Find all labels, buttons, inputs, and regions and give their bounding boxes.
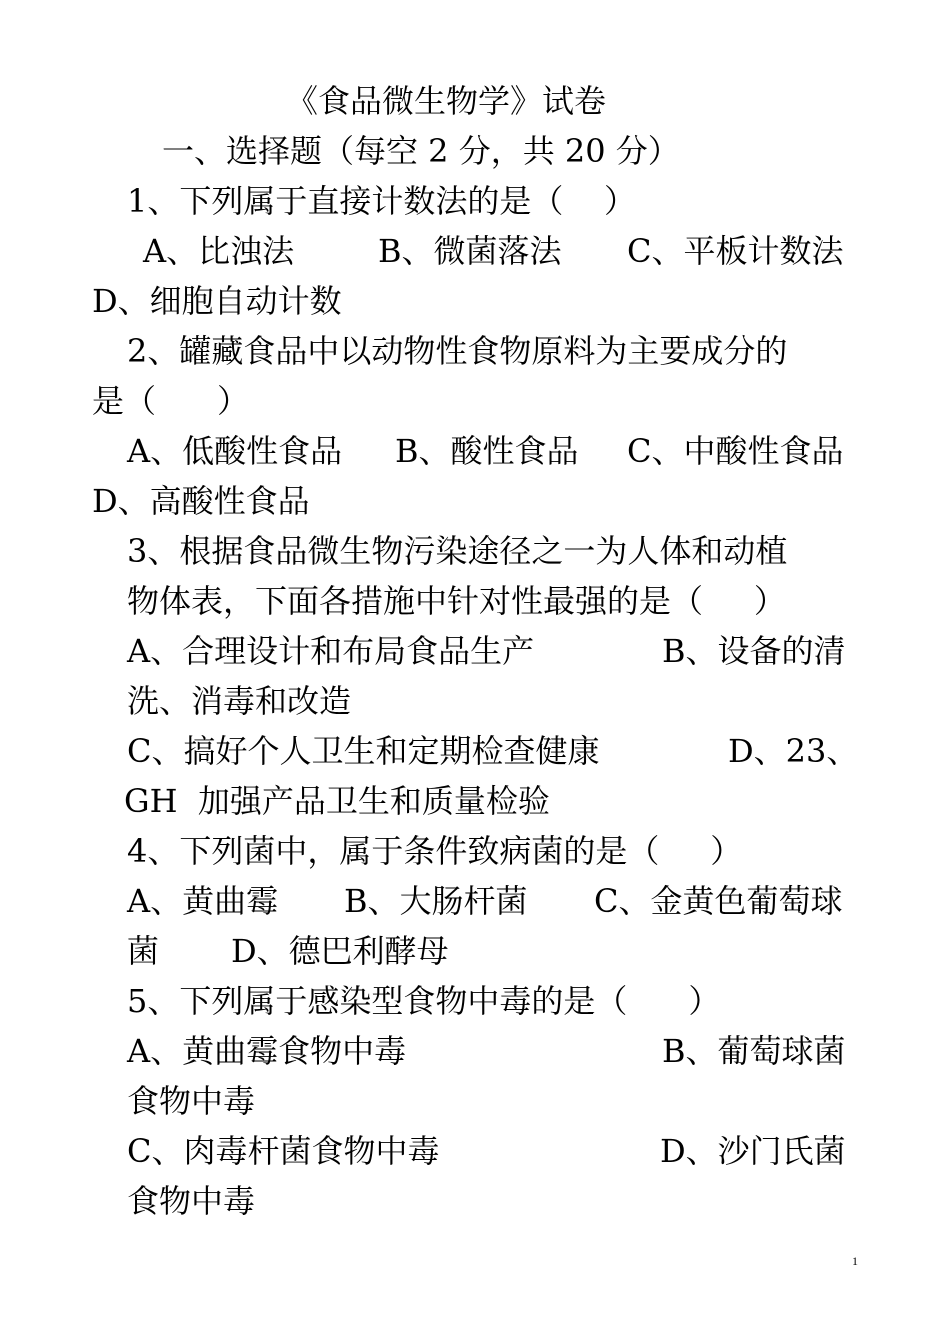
question-1-stem: 1、下列属于直接计数法的是（ ）	[127, 182, 637, 220]
section-heading: 一、选择题（每空 2 分，共 20 分）	[162, 132, 680, 170]
question-3-option-b: B、设备的清	[662, 632, 846, 670]
question-3-stem-cont: 物体表，下面各措施中针对性最强的是（ ）	[127, 582, 786, 620]
question-3-stem: 3、根据食品微生物污染途径之一为人体和动植	[127, 532, 788, 570]
question-5-option-d-cont: 食物中毒	[127, 1182, 256, 1220]
question-1-option-c: C、平板计数法	[627, 232, 844, 270]
question-2-option-a: A、低酸性食品	[127, 432, 343, 470]
question-4-option-a: A、黄曲霉	[127, 882, 279, 920]
question-2-stem-cont: 是（ ）	[92, 382, 250, 420]
question-5-option-d: D、沙门氏菌	[660, 1132, 846, 1170]
question-5-option-b-cont: 食物中毒	[127, 1082, 256, 1120]
page-title: 《食品微生物学》试卷	[286, 82, 607, 120]
question-4-option-b: B、大肠杆菌	[344, 882, 528, 920]
question-4-option-c: C、金黄色葡萄球	[594, 882, 843, 920]
question-2-option-d: D、高酸性食品	[92, 482, 310, 520]
question-5-stem: 5、下列属于感染型食物中毒的是（ ）	[127, 982, 721, 1020]
question-2-option-b: B、酸性食品	[395, 432, 579, 470]
page-number: 1	[852, 1254, 858, 1268]
question-2-option-c: C、中酸性食品	[627, 432, 844, 470]
question-5-option-b: B、葡萄球菌	[662, 1032, 846, 1070]
question-1-option-d: D、细胞自动计数	[92, 282, 342, 320]
question-1-option-b: B、微菌落法	[378, 232, 562, 270]
question-3-option-a: A、合理设计和布局食品生产	[127, 632, 535, 670]
question-5-option-c: C、肉毒杆菌食物中毒	[127, 1132, 440, 1170]
question-4-option-d: D、德巴利酵母	[231, 932, 449, 970]
question-3-option-d-cont: GH 加强产品卫生和质量检验	[124, 782, 550, 820]
question-4-stem: 4、下列菌中，属于条件致病菌的是（ ）	[127, 832, 743, 870]
question-3-option-b-cont: 洗、消毒和改造	[127, 682, 352, 720]
question-1-option-a: A、比浊法	[143, 232, 295, 270]
question-2-stem: 2、罐藏食品中以动物性食物原料为主要成分的	[127, 332, 788, 370]
question-3-option-c: C、搞好个人卫生和定期检查健康	[127, 732, 600, 770]
question-5-option-a: A、黄曲霉食物中毒	[127, 1032, 407, 1070]
question-4-option-c-cont: 菌	[127, 932, 160, 970]
question-3-option-d: D、23、	[728, 732, 859, 770]
